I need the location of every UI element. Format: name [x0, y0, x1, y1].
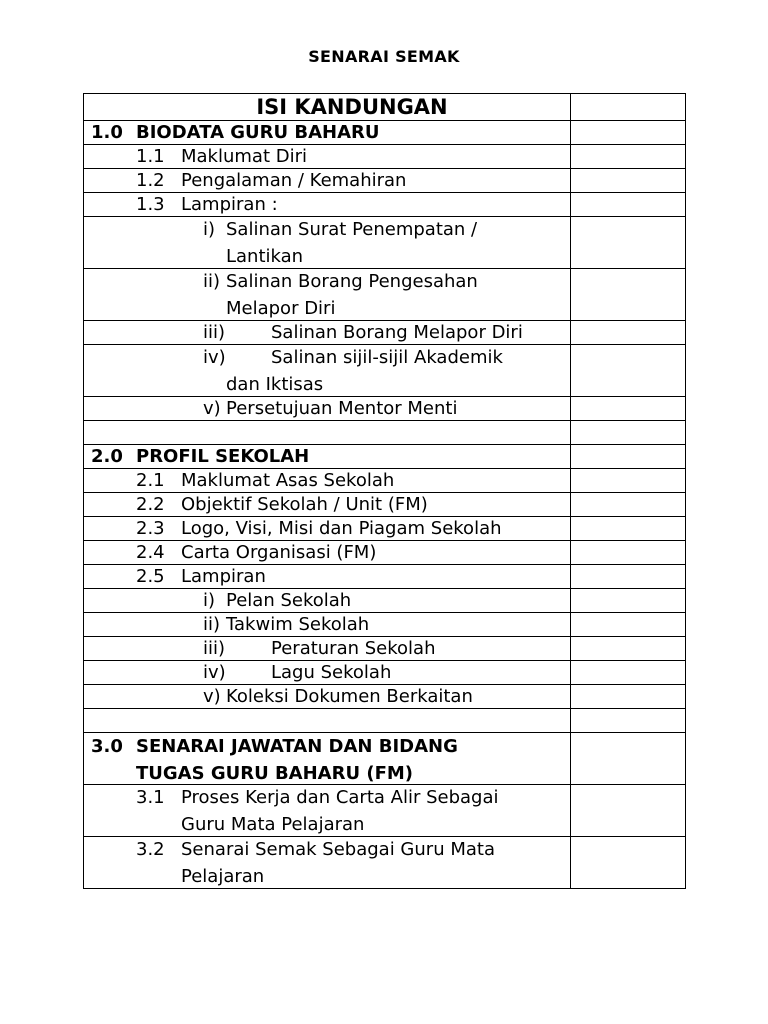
check-cell: [571, 193, 686, 217]
item-row: [84, 493, 686, 517]
attachment-text: Persetujuan Mentor Menti: [226, 398, 458, 419]
contents-header-cell: [84, 94, 571, 121]
attachment-text: Salinan Borang Pengesahan: [226, 271, 478, 292]
attachment-marker: iv): [203, 347, 226, 368]
attachment-row: [84, 613, 686, 637]
attachment-row: [84, 345, 686, 397]
section-number: 3.0: [91, 736, 123, 757]
attachment-marker: iii): [203, 638, 226, 659]
check-cell: [571, 421, 686, 445]
section-title-continued: TUGAS GURU BAHARU (FM): [136, 763, 414, 784]
attachment-row: [84, 637, 686, 661]
check-cell: [571, 613, 686, 637]
check-cell: [571, 121, 686, 145]
item-number: 3.2: [136, 839, 165, 860]
item-text: Objektif Sekolah / Unit (FM): [181, 494, 428, 515]
check-cell: [571, 733, 686, 785]
item-row: [84, 469, 686, 493]
attachment-text: Peraturan Sekolah: [271, 638, 436, 659]
item-number: 1.2: [136, 170, 165, 191]
attachment-text: Salinan Borang Melapor Diri: [271, 322, 523, 343]
attachment-text-continued: Melapor Diri: [226, 297, 336, 319]
item-text: Pengalaman / Kemahiran: [181, 170, 407, 191]
attachment-row: [84, 685, 686, 709]
item-number: 2.5: [136, 566, 165, 587]
attachment-marker: ii): [203, 614, 221, 635]
item-number: 1.1: [136, 146, 165, 167]
check-cell: [571, 589, 686, 613]
check-cell: [571, 661, 686, 685]
check-cell: [571, 269, 686, 321]
item-row: [84, 169, 686, 193]
attachment-marker: ii): [203, 271, 221, 292]
item-text: Logo, Visi, Misi dan Piagam Sekolah: [181, 518, 502, 539]
check-cell: [571, 145, 686, 169]
check-cell: [571, 345, 686, 397]
item-text: Senarai Semak Sebagai Guru Mata: [181, 839, 495, 860]
item-text: Carta Organisasi (FM): [181, 542, 377, 563]
document-title: SENARAI SEMAK: [308, 47, 460, 66]
section-title: PROFIL SEKOLAH: [136, 446, 310, 467]
check-cell: [571, 321, 686, 345]
section-title: BIODATA GURU BAHARU: [136, 122, 380, 143]
attachment-marker: i): [203, 590, 216, 611]
check-cell: [571, 445, 686, 469]
check-cell: [571, 709, 686, 733]
contents-heading: ISI KANDUNGAN: [256, 95, 448, 119]
attachment-marker: v): [203, 398, 221, 419]
attachment-text-continued: Lantikan: [226, 245, 304, 267]
item-row: [84, 193, 686, 217]
item-row: [84, 837, 686, 889]
attachment-row: [84, 661, 686, 685]
section-title: SENARAI JAWATAN DAN BIDANG: [136, 736, 458, 757]
checklist-table: [83, 93, 686, 889]
check-cell: [571, 837, 686, 889]
item-text: Proses Kerja dan Carta Alir Sebagai: [181, 787, 499, 808]
empty-row: [84, 709, 686, 733]
item-row: [84, 541, 686, 565]
item-number: 2.3: [136, 518, 165, 539]
item-text-continued: Guru Mata Pelajaran: [181, 813, 365, 835]
attachment-text: Takwim Sekolah: [226, 614, 370, 635]
item-text: Lampiran: [181, 566, 266, 587]
item-row: [84, 785, 686, 837]
attachment-row: [84, 397, 686, 421]
check-cell: [571, 493, 686, 517]
item-text: Maklumat Asas Sekolah: [181, 470, 395, 491]
item-number: 2.1: [136, 470, 165, 491]
check-cell: [571, 469, 686, 493]
item-text: Maklumat Diri: [181, 146, 307, 167]
check-cell: [571, 217, 686, 269]
check-cell: [571, 517, 686, 541]
section-number: 2.0: [91, 446, 123, 467]
attachment-row: [84, 321, 686, 345]
section-number: 1.0: [91, 122, 123, 143]
section-row: [84, 733, 686, 785]
item-text: Lampiran :: [181, 194, 278, 215]
attachment-row: [84, 269, 686, 321]
attachment-text: Salinan sijil-sijil Akademik: [271, 347, 503, 368]
section-row: [84, 121, 686, 145]
table-header-row: [84, 94, 686, 121]
item-row: [84, 145, 686, 169]
item-row: [84, 565, 686, 589]
attachment-marker: i): [203, 219, 216, 240]
attachment-marker: iv): [203, 662, 226, 683]
attachment-marker: v): [203, 686, 221, 707]
check-cell: [571, 565, 686, 589]
check-cell: [571, 169, 686, 193]
empty-row: [84, 421, 686, 445]
item-number: 1.3: [136, 194, 165, 215]
attachment-marker: iii): [203, 322, 226, 343]
attachment-text-continued: dan Iktisas: [226, 373, 324, 395]
attachment-text: Pelan Sekolah: [226, 590, 352, 611]
item-number: 2.4: [136, 542, 165, 563]
item-number: 2.2: [136, 494, 165, 515]
check-cell: [571, 397, 686, 421]
item-number: 3.1: [136, 787, 165, 808]
check-cell: [571, 637, 686, 661]
check-cell: [571, 541, 686, 565]
check-cell: [571, 785, 686, 837]
section-row: [84, 445, 686, 469]
check-cell: [571, 94, 686, 121]
attachment-text: Lagu Sekolah: [271, 662, 392, 683]
item-text-continued: Pelajaran: [181, 865, 265, 887]
attachment-text: Salinan Surat Penempatan /: [226, 219, 478, 240]
item-row: [84, 517, 686, 541]
attachment-row: [84, 217, 686, 269]
check-cell: [571, 685, 686, 709]
attachment-text: Koleksi Dokumen Berkaitan: [226, 686, 473, 707]
attachment-row: [84, 589, 686, 613]
